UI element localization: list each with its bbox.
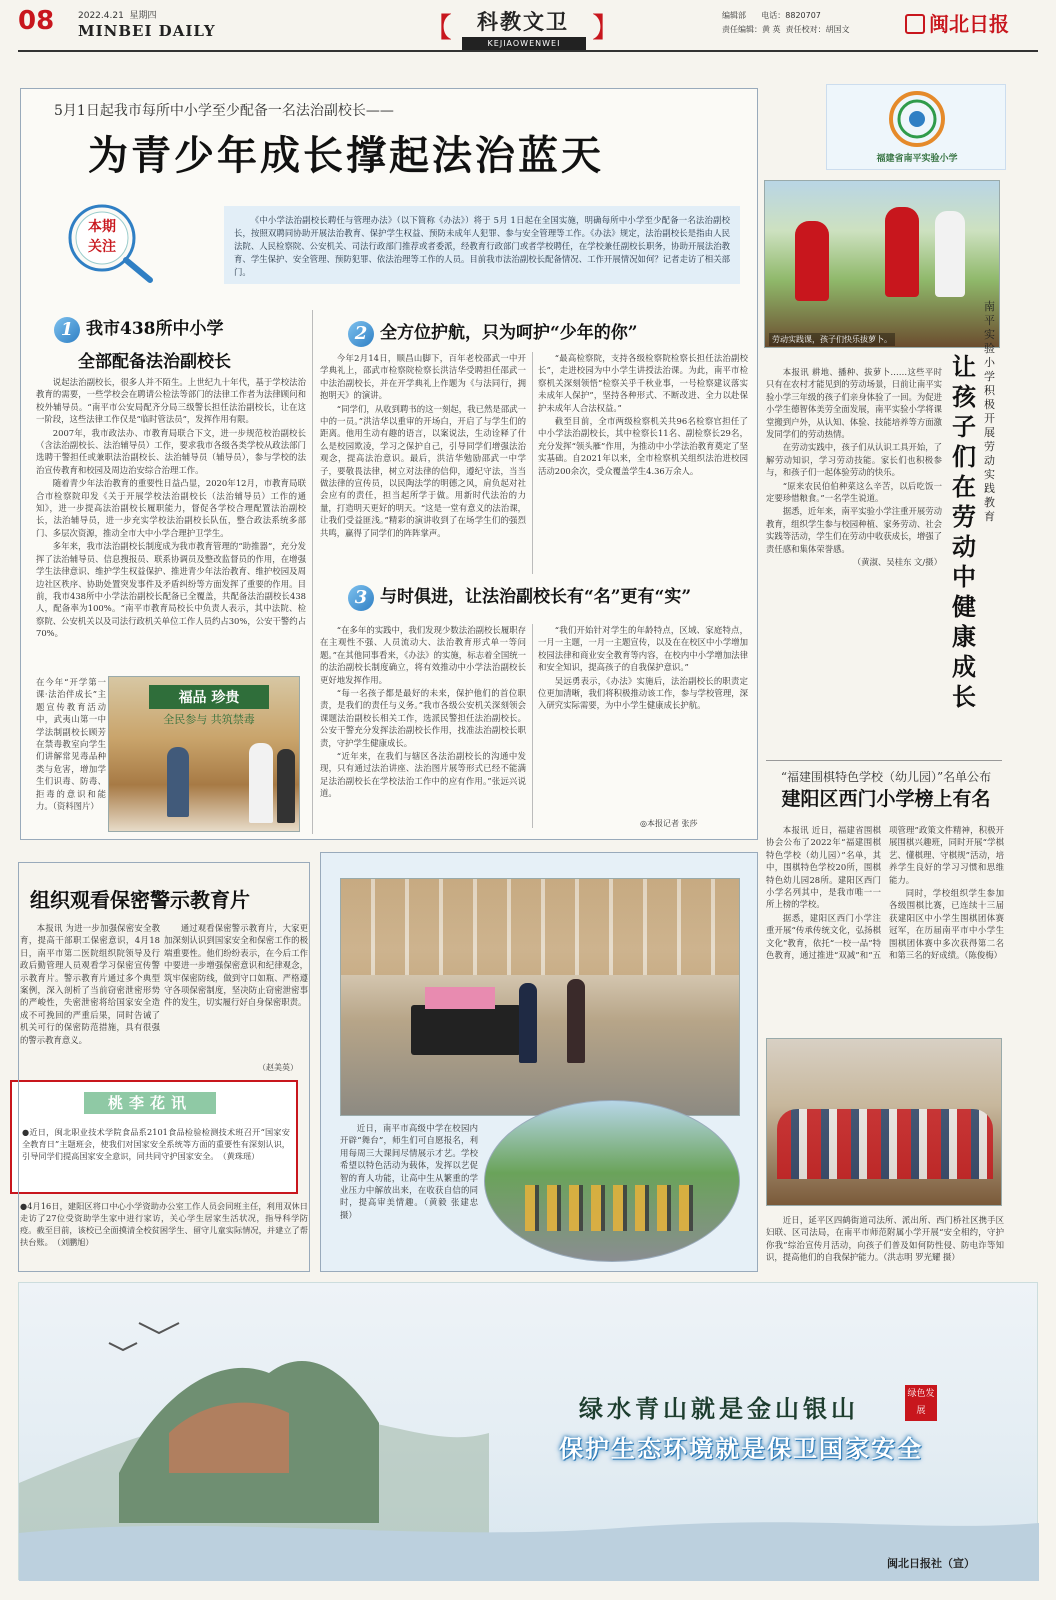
banner-slogan-2: 保护生态环境就是保卫国家安全 xyxy=(559,1434,923,1463)
section-3-heading xyxy=(348,582,748,611)
labor-photo-child-b xyxy=(885,207,919,297)
section-2-col2: “最高检察院，支持各级检察院检察长担任法治副校长”，走进校园为中小学生讲授法治课。为此，南平市检察机关深刻领悟“检察关乎千秋业事，一号检察建议落实未成年人保护”，坚持各种形式、不断改进、全力以赴保护未成年人合法权益。” 截至目前，全市两级检察机关共96名检察官担任了中小学法治副校长，其中检察长11名、副检察长29名，充分发挥“领头雁”作用，为推动中小学法治教育奠定了坚实基础。自2021年以来，全市检察机关组织法治进校园活动200余次，受众覆盖学生4.36万余人。 xyxy=(538,353,748,476)
badge-text-bottom: 关注 xyxy=(88,239,116,255)
labor-photo-child-c xyxy=(935,211,965,297)
labor-photo-caption: 劳动实践课，孩子们快乐拔萝卜。 xyxy=(769,333,895,346)
center-photo-caption: 近日，南平市高级中学在校园内开辟“舞台”，师生们可自愿报名，利用每周三大课间尽情展示才艺。学校希望以特色活动为载体，发挥以艺促智的育人功能，让高中生从繁重的学业压力中解放出来，在收获自信的同时，提高审美情趣。（黄毅 张建忠 摄） xyxy=(340,1123,478,1220)
editor-info: 编辑部 电话：8820707 责任编辑：黄 英 责任校对：胡国文 xyxy=(722,11,850,34)
section-2-heading xyxy=(348,318,748,347)
lead-divider-3 xyxy=(532,624,533,828)
issue-date: 2022.4.21 星期四 xyxy=(78,11,157,21)
school-logo-name: 福建省南平实验小学 xyxy=(876,154,958,164)
labor-photo xyxy=(764,180,1000,348)
chess-body: 本报讯 近日，福建省围棋协会公布了2022年“福建围棋特色学校（幼儿园）”名单，其中，围棋特色学校20所，围棋特色幼儿园28所。建阳区西门小学名列其中，是我市唯一一所上榜的学校。 据悉，建阳区西门小学注重开展“传承传统文化，弘扬棋文化”教育，依托“一校一品”特色教育，通过推进“双减”和“五项管理”政策文件精神，积极开展围棋兴趣班，同时开展“学棋艺、懂棋理、守棋规”活动，培养学生良好的学习习惯和思维能力。 同时，学校组织学生参加各级围棋比赛，已连续十三届获建阳区中小学生围棋团体赛冠军，在历届南平市中小学生围棋团体赛中多次获得第二名和第三名的好成绩。（陈俊梅） xyxy=(766,825,1004,961)
lead-kicker: 5月1日起我市每所中小学至少配备一名法治副校长—— xyxy=(54,103,394,119)
banner-slogan-1: 绿水青山就是金山银山 xyxy=(579,1394,859,1423)
news-flash-item-1: ●近日，闽北职业技术学院食品系2101食品检验检测技术班召开“国家安全教育日”主题班会，使我们对国家安全系统等方面的重要性有深刻认识，引导同学们提高国家安全意识，同共同守护国家安全。 （黄珠瑶） xyxy=(22,1127,290,1161)
section-3-col1: “在多年的实践中，我们发现少数法治副校长履职存在主观性不强、人员流动大、法治教育形式单一等问题。”在其他同事看来，《办法》的实施，标志着全国统一的法治副校长制度确立，将有效推动中小学法治副校长更好地发挥作用。 “每一名孩子都是最好的未来，保护他们的首位职责，是我们的责任与义务。”我市各级公安机关深刻领会课题法治副校长相关工作，选派民警担任法治副校长。公安干警充分发挥法治副校长作用，找准法治副校长职责，守护学生健康成长。 “近年来，在我们与辖区各法治副校长的沟通中发现，只有通过法治讲座、法治图片展等形式已经不能满足法治副校长在学校法治工作中的应有作用。”张远兴说道。 xyxy=(320,625,526,799)
photo-1-student-a xyxy=(249,743,273,823)
banner-credit: 闽北日报社（宣） xyxy=(887,1557,975,1570)
antidrug-photo xyxy=(108,676,300,832)
music-photo-building xyxy=(341,879,740,975)
paper-name-en: MINBEI DAILY xyxy=(78,22,216,40)
dance-photo-group xyxy=(525,1185,701,1231)
photo-1-student-b xyxy=(277,749,295,823)
music-photo-piano-sign xyxy=(425,987,495,1009)
secrecy-col1: 本报讯 为进一步加强保密安全教育，提高干部职工保密意识，4月18日，南平市第二医院组织院领导及行政后勤管理人员观看学习保密宣传警示教育片。警示教育片通过多个典型案例，深入剖析了当前窃密泄密形势的严峻性，失密泄密将给国家安全造成不可挽回的严重后果，同时告诫了机关可行的保密防范措施，具有很强的警示教育意义。 xyxy=(20,923,160,1045)
paper-logo-mark xyxy=(905,14,925,34)
section-2-col1: 今年2月14日，顺昌山脚下，百年老校邵武一中开学典礼上，邵武市检察院检察长洪洁华受聘担任邵武一中法治副校长，并在开学典礼上作题为《与法同行，拥抱明天》的演讲。 “同学们，从收到聘书的这一刻起，我已然是邵武一中的一员。”洪洁华以重审的开场白，开启了与学生们的距离。他用生动有趣的语言，以案说法，生动诠释了什么是校园欺凌，学习之保护自己，引导同学们增强法治观念，提高法治意识。最后，洪洁华勉励邵武一中学子，要敬畏法律，树立对法律的信仰，遵纪守法，当当做法律的宣传员，以民陶法学的明德之风，肩负起对社会应有的责任，担当起所学于做。用新时代法治的力量，打造明天更好的明天。“这是一堂有意义的法治课，让我们受益匪浅。”精彩的演讲收到了在场学生们的强烈共鸣，赢得了同学们的阵阵掌声。 xyxy=(320,353,526,538)
safety-photo-crowd xyxy=(777,1109,993,1179)
section-3-number: 3 xyxy=(348,585,374,611)
banner-seal: 绿色发展 xyxy=(905,1385,937,1421)
eco-banner xyxy=(18,1282,1038,1580)
news-flash-item-2: ●4月16日，建阳区将口中心小学资助办公室工作人员会同班主任，利用双休日走访了27位受资助学生家中进行家访，关心学生居家生活状况，指导科学防疫。截至目前，该校已全面摸清全校贫困学生、留守儿童实际情况，并建立了帮扶台账。 （刘鹏旭） xyxy=(20,1201,308,1247)
right-divider xyxy=(766,760,1002,761)
section-1-heading xyxy=(54,314,264,372)
secrecy-headline: 组织观看保密警示教育片 xyxy=(30,888,250,912)
safety-photo-caption: 近日，延平区四鹤街道司法所、派出所、西门桥社区携手区妇联、区司法局，在南平市师范附属小学开展“安全相约，守护你我”综治宣传月活动，向孩子们普及如何防性侵、防电诈等知识，提高他们的自我保护能力。（洪志明 罗光耀 摄） xyxy=(766,1215,1004,1263)
school-emblem-icon xyxy=(887,89,947,149)
page-number: 08 xyxy=(18,6,55,36)
section-title: 科教文卫 xyxy=(477,9,569,34)
dance-photo xyxy=(484,1100,740,1262)
focus-badge xyxy=(54,198,164,284)
chess-headline: 建阳区西门小学榜上有名 xyxy=(781,788,991,810)
badge-text-top: 本期 xyxy=(88,219,116,235)
labor-photo-child-a xyxy=(795,221,829,301)
lead-intro: 《中小学法治副校长聘任与管理办法》（以下简称《办法》）将于 5月 1日起在全国实施，明确每所中小学至少配备一名法治副校长，按照双聘同协助开展法治教育、保护学生权益、预防未成年人犯罪、参与安全管理等工作。《办法》规定，法治副校长是指由人民法院、人民检察院、公安机关、司法行政部门推荐或者委派，经教育行政部门或者学校聘任，在学校兼任副校长职务，协助开展法治教育、学生保护、安全管理、预防犯罪、依法治理等工作的人员。目前我市法治副校长配备情况、工作开展情况如何？记者走访了相关部门。 xyxy=(224,206,740,284)
music-performance-photo xyxy=(340,878,740,1116)
photo-1-slogan: 全民参与 共筑禁毒 xyxy=(163,713,255,726)
labor-body: 本报讯 耕地、播种、拔萝卜……这些平时只有在农村才能见到的劳动场景，日前让南平实验小学三年级的孩子们亲身体验了一回。为促进小学生德智体美劳全面发展，南平实验小学将课堂搬到户外，从认知、体验、技能培养等方面激发同学们的劳动热情。 在劳动实践中，孩子们从认识工具开始，了解劳动知识，学习劳动技能。家长们也积极参与，和孩子们一起体验劳动的快乐。 “原来农民伯伯种菜这么辛苦，以后吃饭一定要珍惜粮食。”一名学生说道。 据悉，近年来，南平实验小学注重开展劳动教育，组织学生参与校园种植、家务劳动、社会实践等活动，学生们在劳动中收获成长，增强了责任感和集体荣誉感。 （黄淑、吴桂东 文/摄） xyxy=(766,367,942,568)
school-logo xyxy=(826,84,1006,170)
paper-logo: 闽北日报 xyxy=(905,8,1009,37)
section-subtitle: KEJIAOWENWEI xyxy=(462,37,586,50)
lead-divider-1 xyxy=(312,310,313,834)
photo-1-caption: 在今年“开学第一课·法治伴成长”主题宣传教育活动中，武夷山第一中学法制副校长顾芳在禁毒教室向学生们讲解常见毒品种类与危害，增加学生们识毒、防毒、拒毒的意识和能力。（资料图片） xyxy=(36,677,106,812)
photo-1-officer xyxy=(167,747,189,817)
section-1-title-line1: 我市438所中小学 xyxy=(86,319,224,339)
photo-1-sign: 福品 珍贵 xyxy=(149,685,269,709)
chess-kicker: “福建围棋特色学校（幼儿园）”名单公布 xyxy=(780,770,992,784)
lead-headline: 为青少年成长撑起法治蓝天 xyxy=(88,132,604,179)
section-2-number: 2 xyxy=(348,321,374,347)
lower-left-frame xyxy=(18,862,310,1272)
masthead xyxy=(0,0,1056,52)
news-flash-title: 桃李花讯 xyxy=(84,1092,216,1114)
section-3-col2: “我们开始针对学生的年龄特点，区域、家庭特点，一月一主题，一月一主题宣传，以及在在校区中小学增加校园法律和商业安全教育等内容，在校内中小学增加法律和安全知识，提高孩子的自我保护意识。” 吴远勇表示，《办法》实施后，法治副校长的职责定位更加清晰，我们将积极推动该工作，参与学校管理，深入研究实际需要，为中小学生健康成长护航。 xyxy=(538,625,748,711)
secrecy-byline: （赵美英） xyxy=(258,1063,298,1072)
lead-byline: ◎本报记者 张莎 xyxy=(640,819,698,828)
section-1-title-line2: 全部配备法治副校长 xyxy=(78,351,231,372)
section-bracket-left: 【 xyxy=(424,11,453,44)
music-photo-performer-a xyxy=(519,983,537,1063)
section-1-number: 1 xyxy=(54,317,80,343)
section-3-title: 与时俱进，让法治副校长有“名”更有“实” xyxy=(380,587,692,607)
safety-class-photo xyxy=(766,1038,1002,1206)
section-2-title: 全方位护航，只为呵护“少年的你” xyxy=(380,323,638,343)
labor-kicker: 南平实验小学积极开展劳动实践教育 xyxy=(984,300,995,523)
secrecy-col2: 通过观看保密警示教育片，大家更加深刻认识到国家安全和保密工作的极端重要性。他们纷纷表示，在今后工作中要进一步增强保密意识和纪律观念，筑牢保密防线，做到守口如瓶、严格遵守各项保密制度，坚决防止窃密泄密事件的发生，切实履行好自身保密职责。 xyxy=(164,923,308,1008)
music-photo-performer-b xyxy=(567,979,585,1063)
lead-divider-2 xyxy=(532,352,533,574)
section-bracket-right: 】 xyxy=(592,11,621,44)
music-photo-piano xyxy=(411,1005,521,1055)
masthead-rule xyxy=(18,50,1038,52)
section-1-body: 说起法治副校长，很多人并不陌生。上世纪九十年代，基于学校法治教育的需要，一些学校会在聘请公检法等部门的法律工作者为法律顾问和校外辅导员。“南平市公安局配齐分局三级警长担任法治副校长，让在这一阶段，这些法律工作仅是“临时管法员”，发挥作用有限。 2007年，我市政法办、市教育局联合下文，进一步规范校治副校长（含法治副校长、法治辅导员）工作，要求我市各级各类学校从政法部门选聘干警担任或兼职法治副校长、法治辅导员（辅导员），参与学校的法治宣传教育和校园及周边治安综合治理工作。 随着青少年法治教育的重要性日益凸显，2020年12月，市教育局联合市检察院印发《关于开展学校法治副校长（法治辅导员）工作的通知》，进一步提高法治副校长履职能力，督促各学校合理配置法治副校长，法治辅导员，进一步充实学校法治副校长队伍，整合政法系统多部门、多层次资源，推动全市大中小学合理护卫学生。 多年来，我市法治副校长制度成为我市教育管理的“助推器”，充分发挥了法治辅导员、信息搜报员、联系协调员及整改监督员的作用，在增强学生法律意识、维护学生权益保护、推进青少年法治教育、维护校园及周边社区秩序、协助处置突发事件及矛盾纠纷等方面发挥了重要的作用。目前，我市438所中小学法治副校长配备已全覆盖，共配备法治副校长438人，配备率为100%。“南平市教育局校长中负责人表示，其中法院、检察院、公安机关以及司法行政机关单位工作人员约占30%，公安干警约占70%。 xyxy=(36,377,306,639)
labor-headline: 让孩子们在劳动中健康成长 xyxy=(952,352,976,711)
